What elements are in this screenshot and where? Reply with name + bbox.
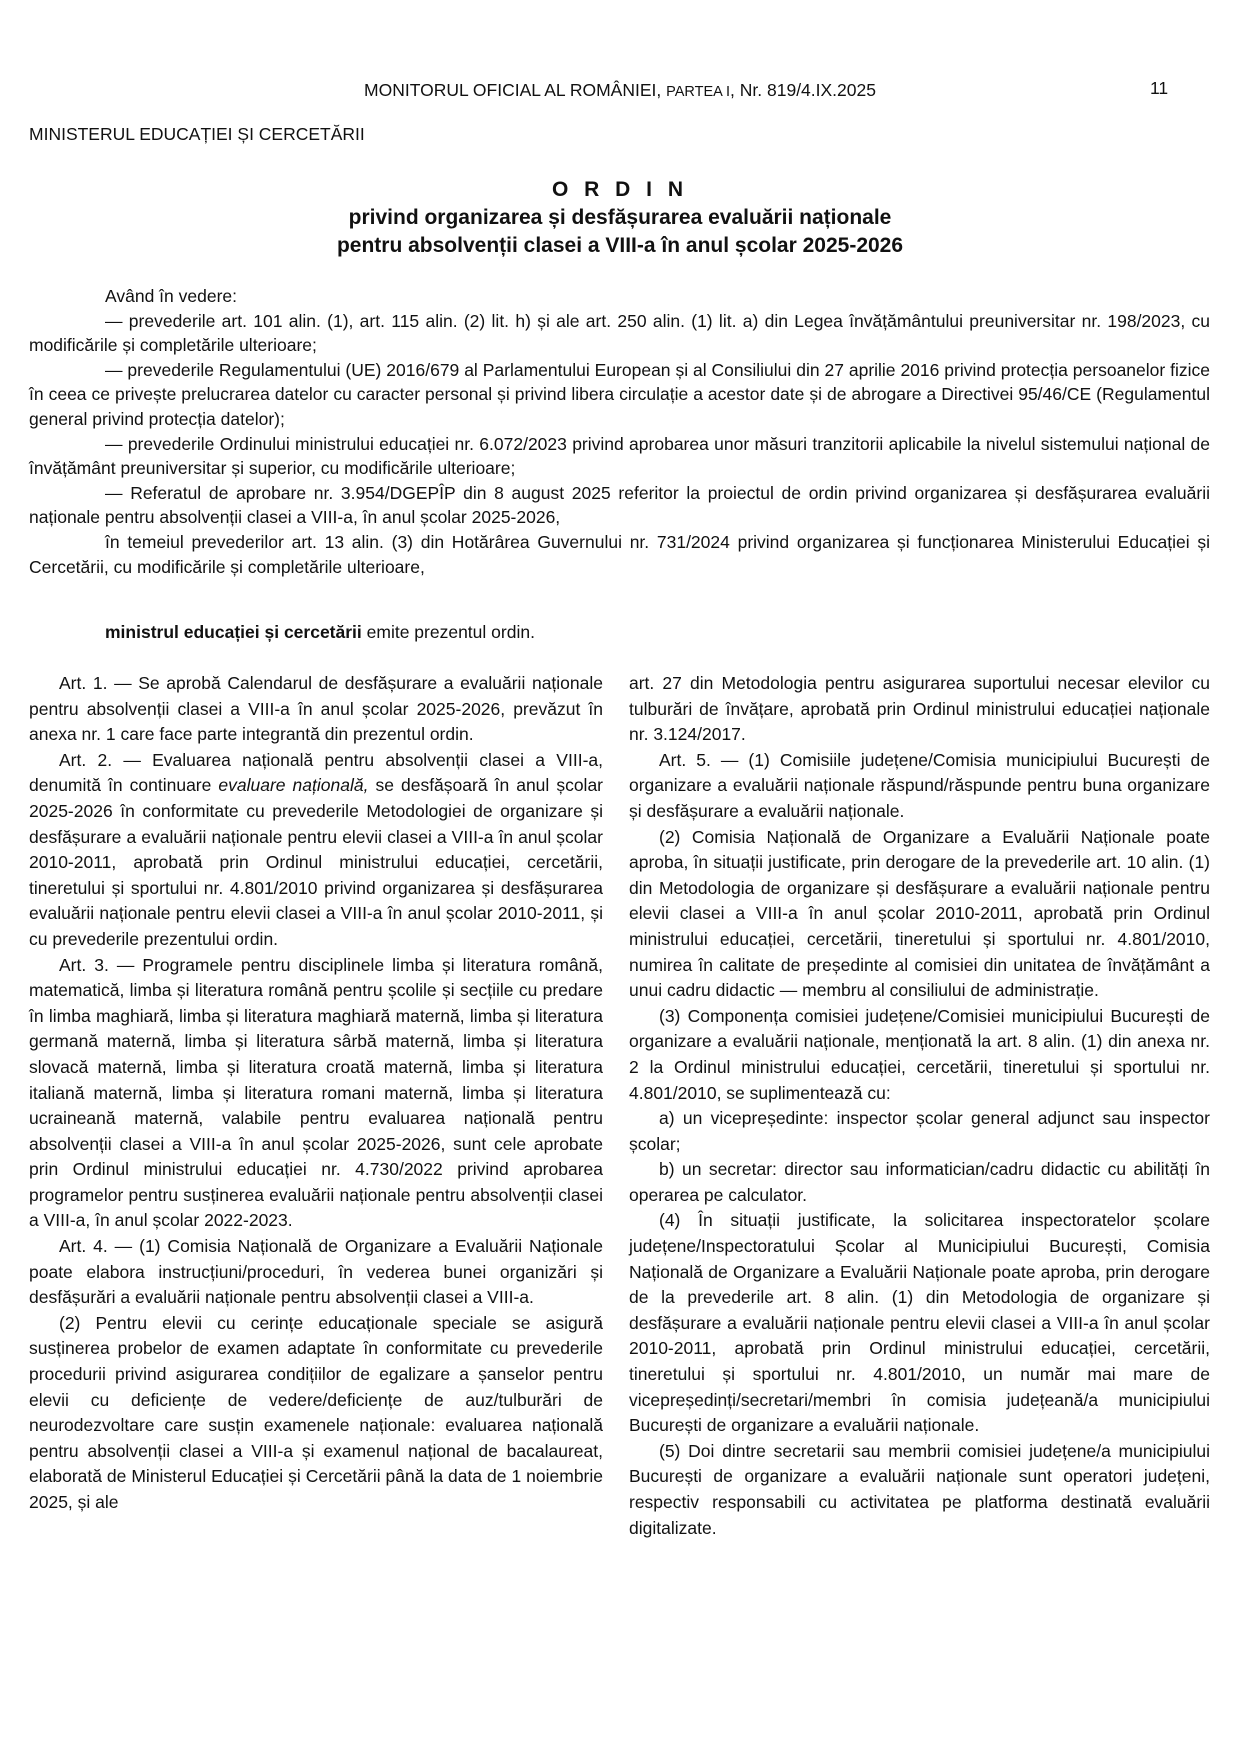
preamble — [29, 284, 1210, 579]
article-2-text-cont: se desfășoară în anul școlar 2025-2026 în conformitate cu prevederile Metodologiei de organizare și desfășurare a evaluării naționale pentru elevii clasei a VIII-a în anul școlar 2010-2011, aprobată prin Ordinul ministrului educației, cercetării, tineretului și sportului nr. 4.801/2010 privind organizarea și desfășurarea evaluării naționale pentru elevii clasei a VIII-a în anul școlar 2010-2011, și cu prevederile prezentului ordin. — [29, 775, 604, 949]
page-number: 11 — [1150, 78, 1169, 98]
publication-title: MONITORUL OFICIAL AL ROMÂNIEI, — [364, 80, 667, 100]
article-4-para-2: (2) Pentru elevii cu cerințe educaționale speciale se asigură susținerea probelor de examen adaptate în conformitate cu prevederile procedurii privind asigurarea condițiilor de egalizare a șanselor pentru elevii cu deficiențe de vedere/deficiențe de auz/tulburări de neurodezvoltare care susțin examenele naționale: evaluarea națională pentru absolvenții clasei a VIII-a și examenul național de bacalaureat, elaborată de Ministerul Educației și Cercetării până la data de 1 noiembrie 2025, și ale — [29, 1312, 603, 1512]
running-header — [0, 80, 1240, 101]
preamble-item: — prevederile Ordinului ministrului educației nr. 6.072/2023 privind aprobarea unor măsuri tranzitorii aplicabile la nivelul sistemului național de învățământ preuniversitar și superior, cu modificările ulterioare; — [29, 433, 1210, 479]
article-2-text: Art. 2. — Evaluarea națională pentru absolvenții clasei a VIII-a, denumită în continuare — [29, 749, 603, 796]
issuing-ministry: MINISTERUL EDUCAȚIEI ȘI CERCETĂRII — [29, 124, 365, 144]
article-5-para-2: (2) Comisia Națională de Organizare a Evaluării Naționale poate aproba, în situații justificate, prin derogare de la prevederile art. 10 alin. (1) din Metodologia de organizare și desfășurare a evaluării naționale pentru elevii clasei a VIII-a în anul școlar 2010-2011, aprobată prin Ordinul ministrului educației, cercetării, tineretului și sportului nr. 4.801/2010, numirea în calitate de președinte al comisiei din unitatea de învățământ a unui cadru didactic — membru al consiliului de administrație. — [629, 826, 1210, 1001]
title-line-2: pentru absolvenții clasei a VIII-a în anul școlar 2025-2026 — [336, 234, 904, 257]
article-1: Art. 1. — Se aprobă Calendarul de desfășurare a evaluării naționale pentru absolvenții clasei a VIII-a în anul școlar 2025-2026, prevăzut în anexa nr. 1 care face parte integrantă din prezentul ordin. — [29, 673, 603, 745]
title-line-1: privind organizarea și desfășurarea evaluării naționale — [348, 206, 892, 229]
article-5-para-5: (5) Doi dintre secretarii sau membrii comisiei județene/a municipiului București de organizare a evaluării naționale sunt operatori județeni, respectiv responsabili cu activitatea pe platforma destinată evaluării digitalizate. — [629, 1440, 1210, 1538]
left-column — [29, 671, 603, 1516]
publication-issue: , Nr. 819/4.IX.2025 — [730, 80, 876, 100]
document-title — [0, 176, 1240, 260]
article-2 — [29, 748, 603, 953]
issuing-clause-text: emite prezentul ordin. — [361, 622, 535, 642]
preamble-item: — prevederile Regulamentului (UE) 2016/679 al Parlamentului European și al Consiliului din 27 aprilie 2016 privind protecția persoanelor fizice în ceea ce privește prelucrarea datelor cu caracter personal și privind libera circulație a acestor date și de abrogare a Directivei 95/46/CE (Regulamentul general privind protecția datelor); — [29, 359, 1210, 429]
preamble-item: — Referatul de aprobare nr. 3.954/DGEPÎP din 8 august 2025 referitor la proiectul de ordin privind organizarea și desfășurarea evaluării naționale pentru absolvenții clasei a VIII-a, în anul școlar 2025-2026, — [29, 482, 1210, 528]
article-5-para-4: (4) În situații justificate, la solicitarea inspectoratelor școlare județene/Inspectoratului Școlar al Municipiului București, Comisia Națională de Organizare a Evaluării Naționale poate aproba, prin derogare de la prevederile art. 8 alin. (1) din Metodologia de organizare și desfășurare a evaluării naționale pentru elevii clasei a VIII-a în anul școlar 2010-2011, aprobată prin Ordinul ministrului educației, cercetării, tineretului și sportului nr. 4.801/2010, un număr mai mare de vicepreședinți/secretari/membri în comisia județeană/a municipiului București de organizare a evaluării naționale. — [629, 1210, 1210, 1436]
article-2-defined-term: evaluare națională, — [218, 775, 369, 796]
article-5-para-1: Art. 5. — (1) Comisiile județene/Comisia municipiului București de organizare a evaluării naționale răspund/răspunde pentru buna organizare și desfășurare a evaluării naționale. — [629, 749, 1210, 821]
article-5-para-3-item-a: a) un vicepreședinte: inspector școlar general adjunct sau inspector școlar; — [629, 1108, 1210, 1154]
article-5-para-3-item-b: b) un secretar: director sau informatician/cadru didactic cu abilități în operarea pe calculator. — [629, 1159, 1210, 1205]
article-5-para-3: (3) Componența comisiei județene/Comisiei municipiului București de organizare a evaluării naționale, menționată la art. 8 alin. (1) din anexa nr. 2 la Ordinul ministrului educației, cercetării, tineretului și sportului nr. 4.801/2010, se suplimentează cu: — [629, 1005, 1210, 1103]
preamble-legal-basis: în temeiul prevederilor art. 13 alin. (3) din Hotărârea Guvernului nr. 731/2024 privind organizarea și funcționarea Ministerului Educației și Cercetării, cu modificările și completările ulterioare, — [29, 531, 1210, 577]
publication-part: PARTEA I — [666, 84, 731, 100]
right-column — [629, 671, 1210, 1541]
issuing-clause — [105, 622, 535, 643]
issuer-name: ministrul educației și cercetării — [105, 622, 362, 642]
article-3: Art. 3. — Programele pentru disciplinele limba și literatura română, matematică, limba și literatura română pentru școlile și secțiile cu predare în limba maghiară, limba și literatura maghiară maternă, limba și literatura germană maternă, limba și literatura sârbă maternă, limba și literatura slovacă maternă, limba și literatura croată maternă, limba și literatura italiană maternă, limba și literatura romani maternă, limba și literatura ucraineană maternă, valabile pentru evaluarea națională pentru absolvenții clasei a VIII-a în anul școlar 2025-2026, sunt cele aprobate prin Ordinul ministrului educației nr. 4.730/2022 privind aprobarea programelor pentru susținerea evaluării naționale pentru absolvenții clasei a VIII-a, în anul școlar 2022-2023. — [29, 954, 603, 1231]
article-4-para-1: Art. 4. — (1) Comisia Națională de Organizare a Evaluării Naționale poate elabora instrucțiuni/proceduri, în vederea bunei organizări și desfășurări a evaluării naționale pentru absolvenții clasei a VIII-a. — [29, 1236, 603, 1308]
preamble-intro: Având în vedere: — [105, 286, 237, 306]
article-4-para-2-continued: art. 27 din Metodologia pentru asigurarea suportului necesar elevilor cu tulburări de învățare, aprobată prin Ordinul ministrului educației naționale nr. 3.124/2017. — [629, 673, 1210, 745]
preamble-item: — prevederile art. 101 alin. (1), art. 115 alin. (2) lit. h) și ale art. 250 alin. (1) lit. a) din Legea învățământului preuniversitar nr. 198/2023, cu modificările și completările ulterioare; — [29, 310, 1210, 356]
title-type: O R D I N — [551, 178, 688, 201]
